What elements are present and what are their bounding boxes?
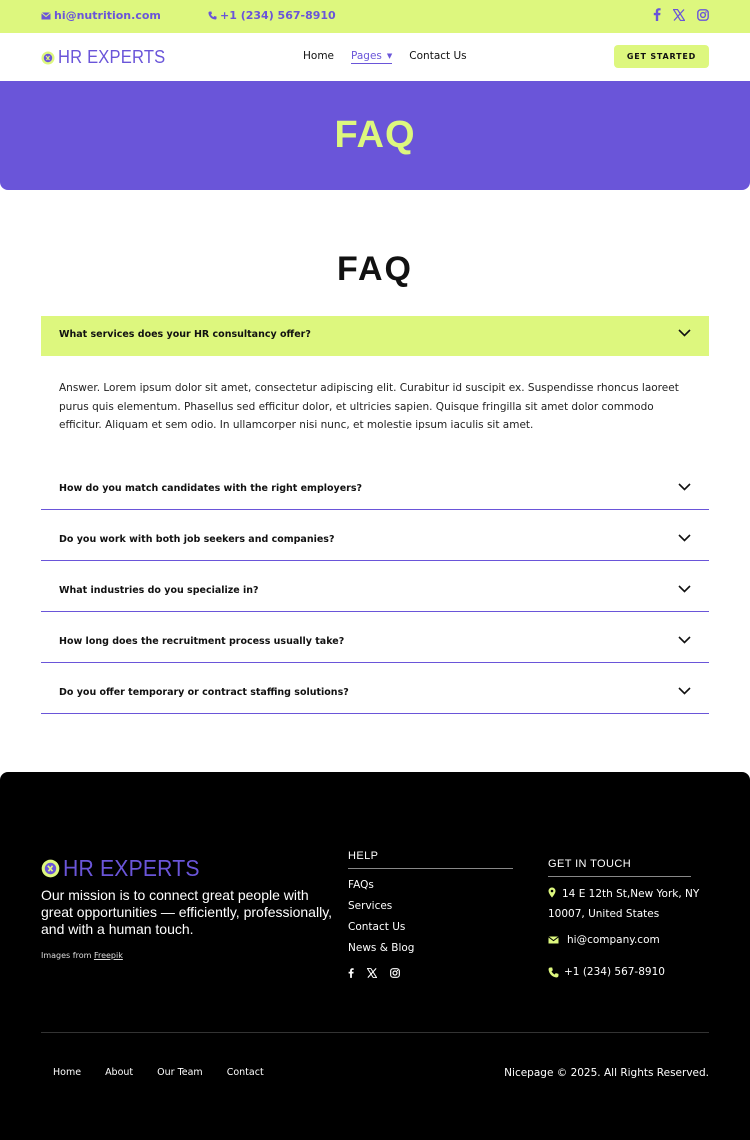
faq-question: What services does your HR consultancy offer? <box>59 329 311 340</box>
get-started-button[interactable]: GET STARTED <box>614 45 709 68</box>
footer-divider <box>41 1032 709 1033</box>
faq-section-title: FAQ <box>337 250 413 288</box>
faq-question: Do you work with both job seekers and companies? <box>59 534 335 545</box>
nav-links <box>303 50 484 64</box>
help-divider <box>348 868 513 869</box>
footer-address <box>548 884 708 924</box>
faq-question: How do you match candidates with the right employers? <box>59 483 363 494</box>
chevron-down-icon <box>678 687 691 695</box>
freepik-link[interactable]: Freepik <box>93 951 123 960</box>
logo-text: HR EXPERTS <box>58 47 166 67</box>
topbar-social <box>653 8 709 21</box>
faq-question: Do you offer temporary or contract staffing solutions? <box>59 687 349 698</box>
instagram-icon[interactable] <box>697 9 709 21</box>
footer-logo[interactable] <box>41 855 212 882</box>
chevron-down-icon <box>678 483 691 491</box>
chevron-down-icon <box>678 585 691 593</box>
hero-banner <box>0 81 750 190</box>
hero-title: FAQ <box>334 114 416 156</box>
help-link-faqs[interactable]: FAQs <box>348 879 374 891</box>
site-logo[interactable] <box>41 47 175 68</box>
nav-pages-label: Pages <box>351 50 382 62</box>
faq-item[interactable] <box>41 521 709 561</box>
mail-icon <box>41 12 51 20</box>
instagram-icon[interactable] <box>390 968 400 978</box>
main-nav <box>0 33 750 81</box>
chevron-down-icon: ▼ <box>386 52 393 60</box>
nav-contact[interactable]: Contact Us <box>409 50 467 62</box>
topbar-phone-text: +1 (234) 567-8910 <box>220 9 336 22</box>
facebook-icon[interactable] <box>348 968 354 978</box>
help-link-news[interactable]: News & Blog <box>348 942 415 954</box>
faq-item[interactable] <box>41 623 709 663</box>
faq-item[interactable] <box>41 674 709 714</box>
chevron-down-icon <box>678 329 691 337</box>
faq-question: What industries do you specialize in? <box>59 585 259 596</box>
phone-icon <box>548 967 559 978</box>
contact-divider <box>548 876 691 877</box>
footer-phone[interactable] <box>548 966 665 978</box>
footer-link-team[interactable]: Our Team <box>157 1067 203 1078</box>
contact-heading: GET IN TOUCH <box>548 858 632 870</box>
x-icon[interactable] <box>367 968 377 978</box>
image-credit <box>41 951 123 960</box>
chevron-down-icon <box>678 534 691 542</box>
faq-item[interactable] <box>41 572 709 612</box>
copyright: Nicepage © 2025. All Rights Reserved. <box>504 1067 709 1079</box>
nav-pages[interactable] <box>351 50 392 64</box>
footer-bottom-nav <box>53 1067 288 1078</box>
location-pin-icon <box>548 887 556 898</box>
phone-icon <box>208 11 217 20</box>
help-link-contact[interactable]: Contact Us <box>348 921 406 933</box>
footer-logo-text: HR EXPERTS <box>63 855 200 881</box>
facebook-icon[interactable] <box>653 8 661 21</box>
help-link-services[interactable]: Services <box>348 900 393 912</box>
help-heading: HELP <box>348 850 379 862</box>
footer <box>0 772 750 1140</box>
footer-email-text: hi@company.com <box>567 934 660 946</box>
mail-icon <box>548 936 559 944</box>
topbar-email-text: hi@nutrition.com <box>54 9 161 22</box>
chevron-down-icon <box>678 636 691 644</box>
topbar-phone[interactable] <box>208 9 336 22</box>
footer-phone-text: +1 (234) 567-8910 <box>564 966 665 978</box>
help-links <box>348 879 414 963</box>
top-bar <box>0 0 750 33</box>
footer-social <box>348 968 400 978</box>
faq-item-open[interactable] <box>41 316 709 356</box>
footer-address-text: 14 E 12th St,New York, NY 10007, United States <box>548 888 700 920</box>
nav-home[interactable]: Home <box>303 50 335 62</box>
logo-icon <box>41 859 60 878</box>
footer-link-contact[interactable]: Contact <box>226 1067 264 1078</box>
footer-link-about[interactable]: About <box>105 1067 134 1078</box>
footer-mission: Our mission is to connect great people with great opportunities — efficiently, professionally, and with a human touch. <box>41 887 333 937</box>
faq-question: How long does the recruitment process usually take? <box>59 636 345 647</box>
faq-answer: Answer. Lorem ipsum dolor sit amet, consectetur adipiscing elit. Curabitur id suscipit ex. Suspendisse rhoncus laoreet purus quis elementum. Phasellus sed efficitur dolor, et ultricies sapien. Quisque fringilla sit amet dolor commodo efficitur. Aliquam et sem odio. In ullamcorper nisi nunc, et molestie ipsum iaculis sit amet. <box>59 382 679 431</box>
footer-email[interactable] <box>548 934 660 946</box>
footer-link-home[interactable]: Home <box>53 1067 82 1078</box>
x-icon[interactable] <box>673 9 685 21</box>
image-credit-prefix: Images from <box>41 951 92 960</box>
faq-item[interactable] <box>41 470 709 510</box>
topbar-email[interactable] <box>41 9 161 22</box>
logo-icon <box>41 51 55 65</box>
